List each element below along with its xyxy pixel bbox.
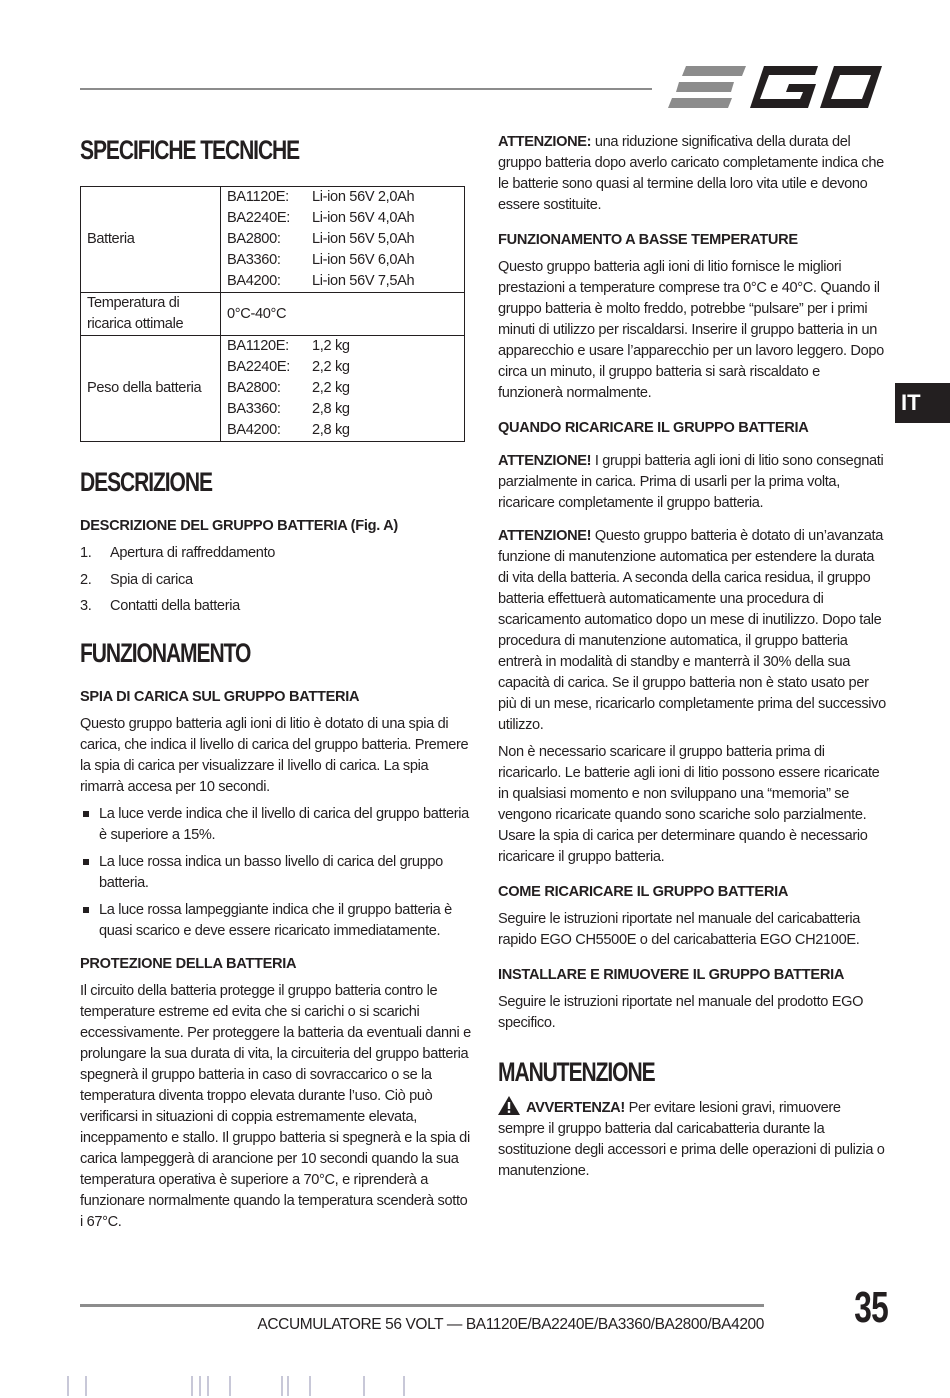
bullet-icon — [83, 859, 89, 865]
header-rule — [80, 88, 652, 90]
bullet-icon — [83, 907, 89, 913]
page-number: 35 — [854, 1283, 888, 1332]
attention-note-3: ATTENZIONE! Questo gruppo batteria è dotato di un’avanzata funzione di manutenzione automatica per estendere la durata di vita della batteria. A seconda della carica residua, il gruppo batteria effettuerà automaticamente una procedura di scaricamento automatico dopo un mese di inutilizzo. Dopo tale procedura di manutenzione automatica, il gruppo batteria entrerà in modalità di standby e manterrà il 30% della sua capacità di carica. Se il gruppo batteria non è stato usato per più di un mese, ricaricarlo completamente prima del successivo utilizzo. — [498, 528, 886, 733]
charge-indicator-bullets — [80, 804, 472, 942]
low-temp-text: Questo gruppo batteria agli ioni di litio fornisce le migliori prestazioni a temperature comprese tra 0°C e 40°C. Quando il gruppo batteria è molto freddo, potrebbe “pulsare” per i primi minuti di utilizzo per riscaldarsi. Inserire il gruppo batteria in un apparecchio e usare l’apparecchio per un lavoro leggero. Dopo circa un minuto, il gruppo batteria si sarà riscaldato e funzionerà normalmente. — [498, 259, 884, 401]
when-recharge-subheading: QUANDO RICARICARE IL GRUPPO BATTERIA — [498, 420, 809, 436]
install-subheading: INSTALLARE E RIMUOVERE IL GRUPPO BATTERIA — [498, 967, 845, 983]
footer-rule — [80, 1304, 764, 1307]
list-item: 1. Apertura di raffreddamento — [80, 545, 276, 561]
how-recharge-text: Seguire le istruzioni riportate nel manuale del caricabatteria rapido EGO CH5500E o del caricabatteria EGO CH2100E. — [498, 911, 860, 948]
list-item: 2. Spia di carica — [80, 571, 193, 588]
install-text: Seguire le istruzioni riportate nel manuale del prodotto EGO specifico. — [498, 994, 864, 1031]
left-column — [80, 130, 472, 1233]
right-column — [498, 132, 888, 1182]
low-temp-subheading: FUNZIONAMENTO A BASSE TEMPERATURE — [498, 232, 798, 248]
bullet-icon — [83, 811, 89, 817]
description-heading: DESCRIZIONE — [80, 467, 212, 497]
protection-subheading: PROTEZIONE DELLA BATTERIA — [80, 956, 297, 972]
battery-values: BA1120E: Li-ion 56V 2,0Ah BA2240E: Li-ion 56V 4,0Ah BA2800: Li-ion 56V 5,0Ah BA3360: Li-ion 56V 6,0Ah BA4200: Li-ion 56V 7,5Ah — [221, 187, 465, 293]
protection-text: Il circuito della batteria protegge il gruppo batteria contro le temperature estreme ed evita che si carichi o si scarichi eccessivamente. Per proteggere la batteria da eventuali danni e prolungare la sua durata di vita, la circuiteria del gruppo batteria spegnerà il gruppo batteria in caso di sovraccarico o se la temperatura diventa troppo elevata durante l’uso. Ciò può verificarsi in situazioni di coppia estremamente elevata, inceppamento e stallo. Il gruppo batteria si spegnerà e la spia di carica lampeggerà di arancione per 10 secondi quando la sua temperatura operativa è superiore a 70°C, e riprenderà a funzionare normalmente quando la temperatura scenderà sotto i 67°C. — [80, 983, 471, 1230]
weight-values: BA1120E: 1,2 kg BA2240E: 2,2 kg BA2800: 2,2 kg BA3360: 2,8 kg BA4200: 2,8 kg — [221, 336, 465, 442]
list-item: La luce rossa indica un basso livello di carica del gruppo batteria. — [80, 852, 472, 894]
battery-label: Batteria — [81, 187, 221, 293]
attention-note-2: ATTENZIONE! I gruppi batteria agli ioni di litio sono consegnati parzialmente in carica. Prima di usarli per la prima volta, ricaricare completamente il gruppo batteria. — [498, 453, 884, 511]
list-item: La luce rossa lampeggiante indica che il gruppo batteria è quasi scarico e deve essere ricaricato immediatamente. — [80, 900, 472, 942]
temperature-value: 0°C-40°C — [221, 293, 465, 336]
warning-note: AVVERTENZA! Per evitare lesioni gravi, rimuovere sempre il gruppo batteria dal caricabatteria durante la sostituzione degli accessori e prima delle operazioni di pulizia o manutenzione. — [498, 1096, 888, 1182]
operation-heading: FUNZIONAMENTO — [80, 638, 251, 668]
list-item: 3. Contatti della batteria — [80, 598, 240, 614]
maintenance-heading: MANUTENZIONE — [498, 1057, 655, 1087]
print-marks — [60, 1376, 460, 1396]
ego-logo — [668, 62, 882, 112]
attention-note-1: ATTENZIONE: una riduzione significativa della durata del gruppo batteria dopo averlo caricato completamente indica che le batterie sono quasi al termine della loro vita utile e devono essere sostituite. — [498, 134, 884, 213]
description-list — [80, 543, 472, 617]
language-tab: IT — [895, 383, 950, 423]
temperature-label: Temperatura di ricarica ottimale — [81, 293, 221, 336]
charge-indicator-text: Questo gruppo batteria agli ioni di litio è dotato di una spia di carica, che indica il livello di carica del gruppo batteria. Premere la spia di carica per visualizzare il livello di carica. La spia rimarrà accesa per 10 secondi. — [80, 716, 469, 795]
description-subheading: DESCRIZIONE DEL GRUPPO BATTERIA (Fig. A) — [80, 518, 398, 534]
specs-table — [80, 186, 465, 442]
warning-triangle-icon — [498, 1096, 520, 1115]
table-row — [81, 293, 465, 336]
how-recharge-subheading: COME RICARICARE IL GRUPPO BATTERIA — [498, 884, 789, 900]
weight-label: Peso della batteria — [81, 336, 221, 442]
charge-indicator-subheading: SPIA DI CARICA SUL GRUPPO BATTERIA — [80, 689, 360, 705]
table-row — [81, 336, 465, 442]
no-discharge-text: Non è necessario scaricare il gruppo batteria prima di ricaricarlo. Le batterie agli ioni di litio possono essere ricaricate in qualsiasi momento e non sviluppano una “memoria” se vengono ricaricate quando sono scariche solo parzialmente. Usare la spia di carica per determinare quando è necessario ricaricare il gruppo batteria. — [498, 744, 880, 865]
list-item: La luce verde indica che il livello di carica del gruppo batteria è superiore a 15%. — [80, 804, 472, 846]
footer-title: ACCUMULATORE 56 VOLT — BA1120E/BA2240E/BA3360/BA2800/BA4200 — [257, 1316, 764, 1333]
table-row — [81, 187, 465, 293]
specs-heading: SPECIFICHE TECNICHE — [80, 135, 300, 165]
